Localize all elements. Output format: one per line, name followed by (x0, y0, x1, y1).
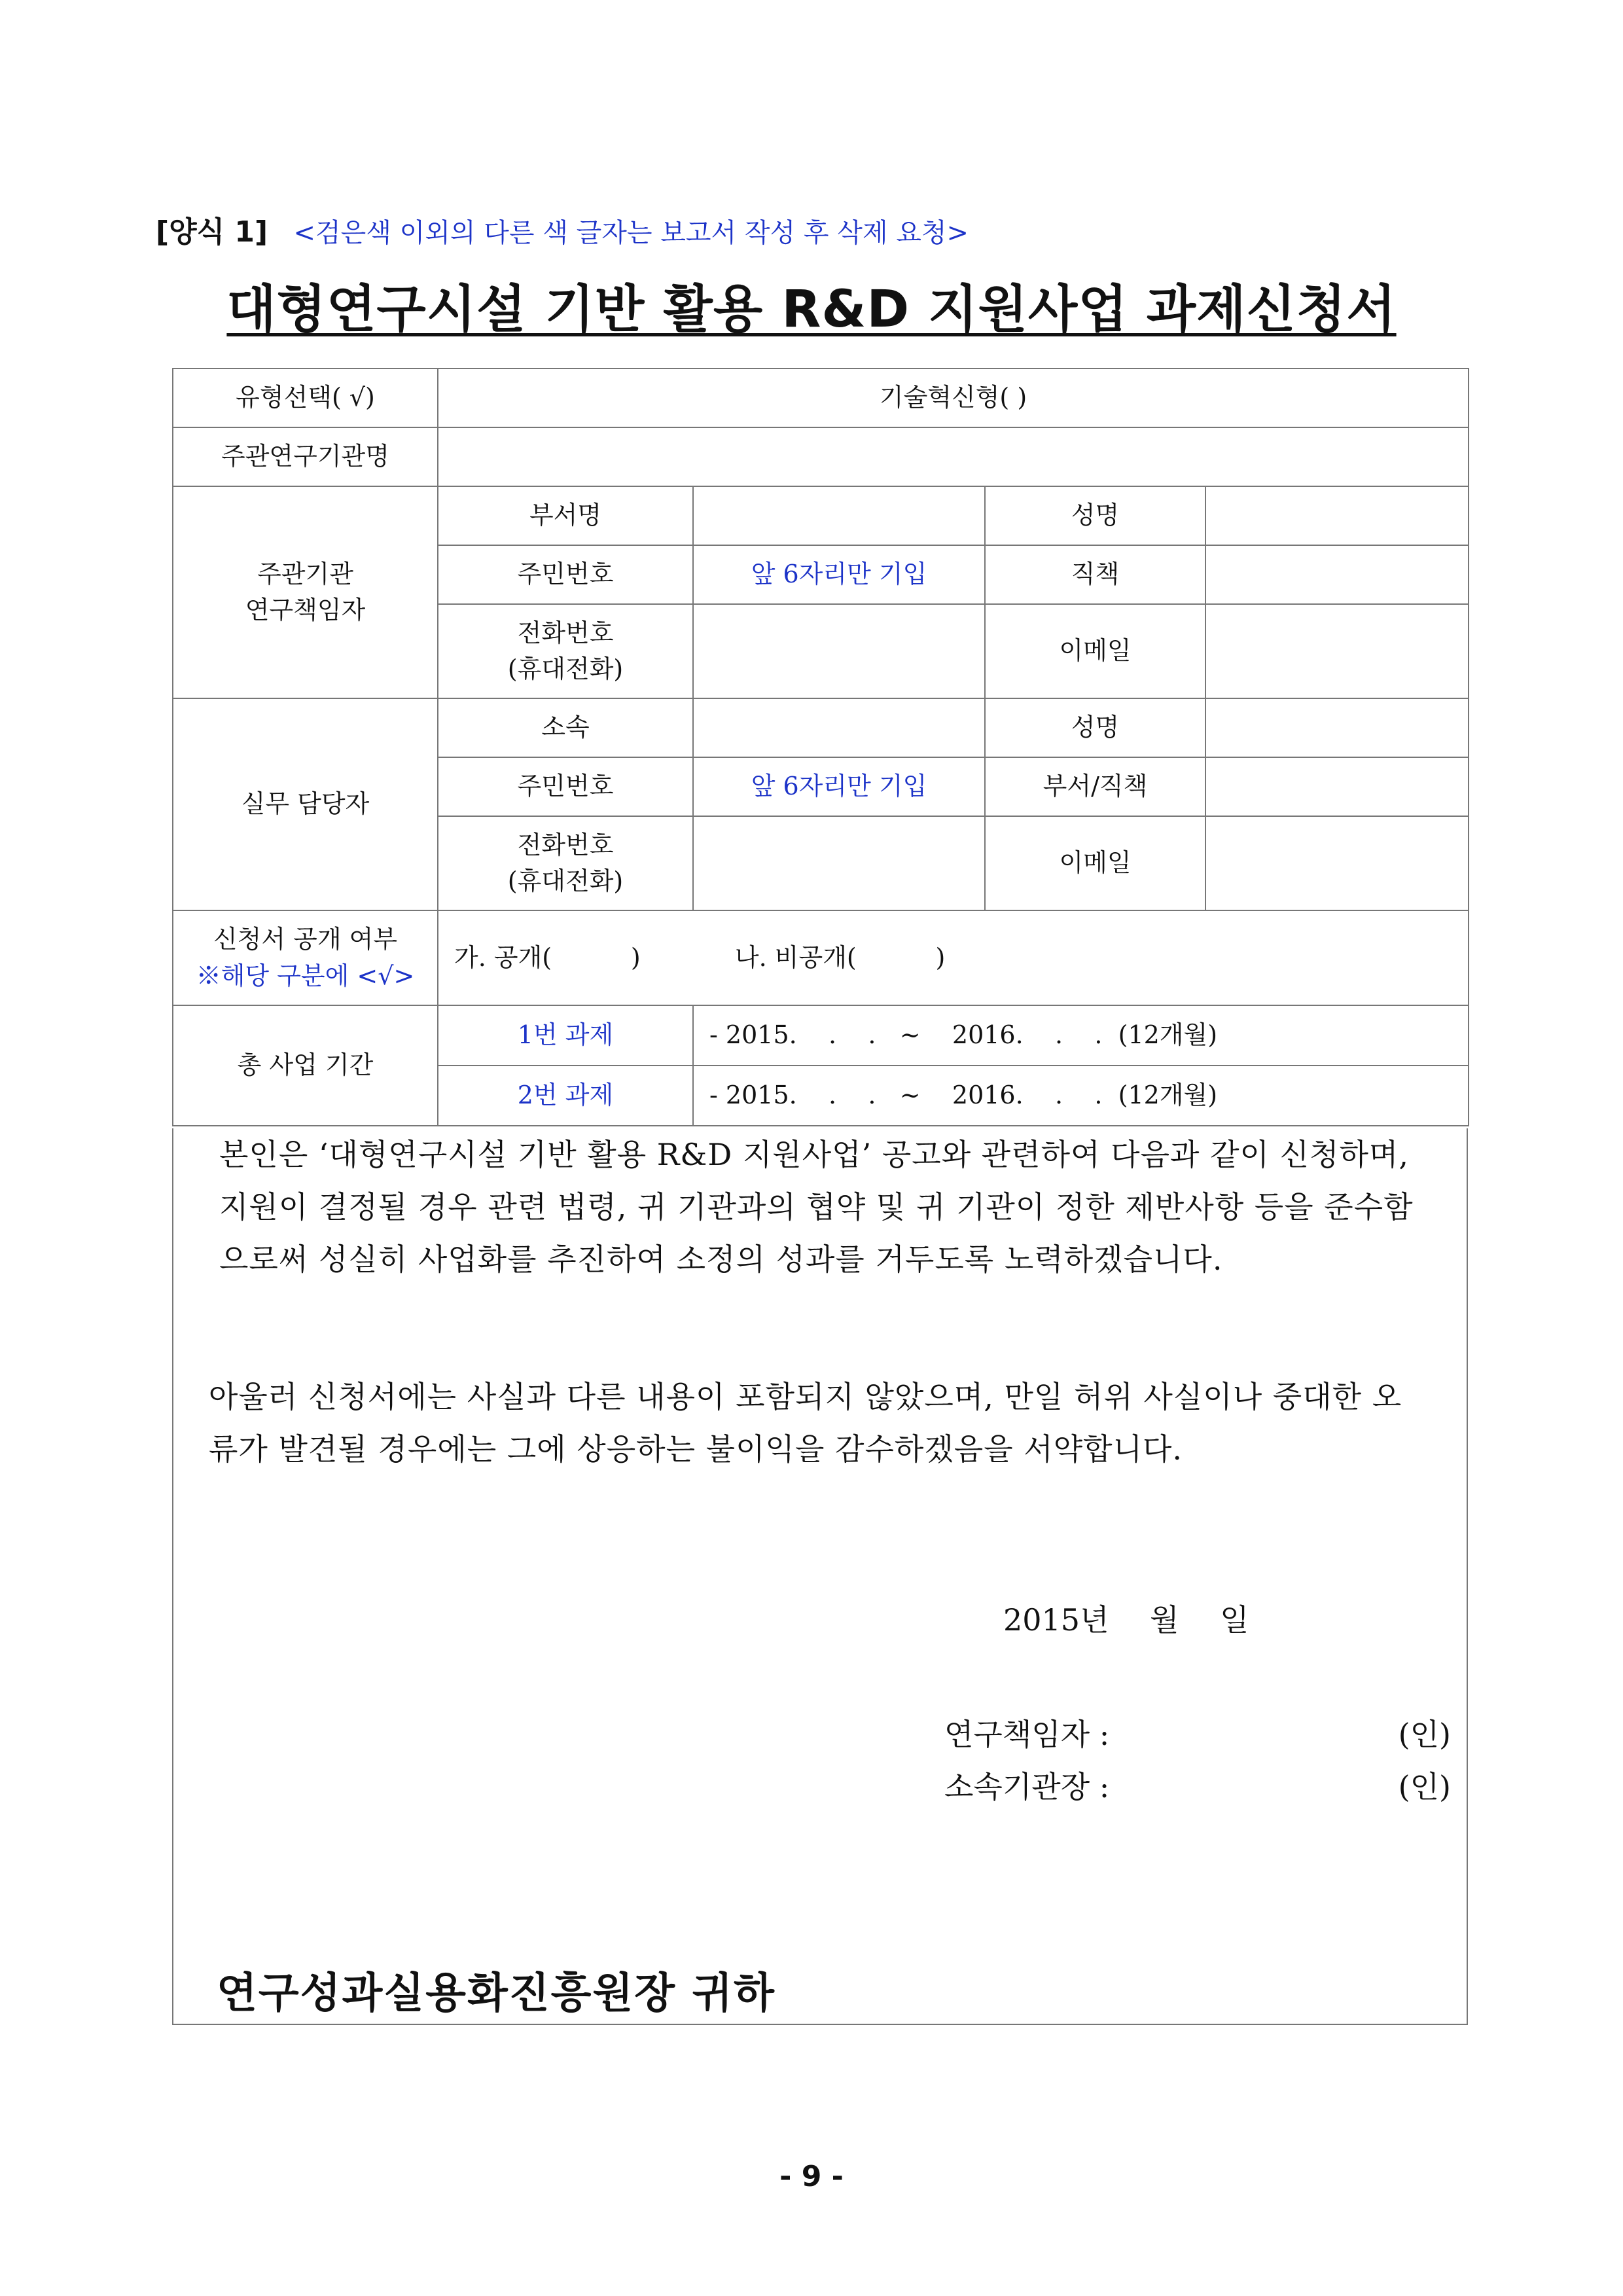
staff-name-label: 성명 (985, 698, 1205, 757)
pledge-paragraph-1: 본인은 ‘대형연구시설 기반 활용 R&D 지원사업’ 공고와 관련하여 다음과 같이 신청하며, 지원이 결정될 경우 관련 법령, 귀 기관과의 협약 및 귀 기관이 정한 제반사항 등을 준수함으로써 성실히 사업화를 추진하여 소정의 성과를 거두도록 노력하겠습니다. (219, 1137, 1414, 1277)
task1-label: 1번 과제 (438, 1005, 693, 1066)
lead-phone-line1: 전화번호 (517, 618, 614, 647)
staff-dept-position-label: 부서/직책 (985, 757, 1205, 816)
staff-id-label: 주민번호 (438, 757, 693, 816)
disclosure-label-line1: 신청서 공개 여부 (213, 925, 398, 954)
type-value-cell[interactable]: 기술혁신형( ) (438, 368, 1469, 427)
staff-affiliation-label: 소속 (438, 698, 693, 757)
lead-email-value[interactable] (1205, 604, 1469, 698)
option-private[interactable]: 나. 비공개( ) (734, 942, 946, 972)
document-title-text: 대형연구시설 기반 활용 R&D 지원사업 과제신청서 (226, 280, 1397, 339)
option-public[interactable]: 가. 공개( ) (454, 942, 641, 972)
page-number: - 9 - (779, 2160, 844, 2193)
staff-phone-line2: (휴대전화) (507, 867, 624, 895)
addressee: 연구성과실용화진흥원장 귀하 (217, 1969, 776, 2018)
staff-label: 실무 담당자 (173, 698, 438, 910)
staff-phone-value[interactable] (693, 816, 985, 910)
lead-id-label: 주민번호 (438, 545, 693, 604)
lead-phone-line2: (휴대전화) (507, 655, 624, 683)
application-table (172, 368, 1469, 1126)
lead-label (173, 486, 438, 698)
lead-phone-value[interactable] (693, 604, 985, 698)
task1-period[interactable]: - 2015. . . ~ 2016. . . (12개월) (693, 1005, 1469, 1066)
staff-phone-label (438, 816, 693, 910)
lead-position-label: 직책 (985, 545, 1205, 604)
form-label: [양식 1] (156, 215, 268, 249)
disclosure-row (173, 910, 1469, 1005)
type-row (173, 368, 1469, 427)
lead-row-1 (173, 486, 1469, 545)
org-row (173, 427, 1469, 486)
pledge-statement (172, 1128, 1468, 2025)
org-label: 주관연구기관명 (173, 427, 438, 486)
lead-label-line1: 주관기관 (257, 559, 353, 588)
staff-phone-line1: 전화번호 (517, 830, 614, 859)
org-value-cell[interactable] (438, 427, 1469, 486)
staff-row-1 (173, 698, 1469, 757)
lead-dept-label: 부서명 (438, 486, 693, 545)
form-header (156, 208, 969, 250)
task2-label: 2번 과제 (438, 1066, 693, 1126)
period-label: 총 사업 기간 (173, 1005, 438, 1126)
disclosure-label-line2: ※해당 구분에 <√> (196, 961, 415, 990)
form-instruction-note: <검은색 이외의 다른 색 글자는 보고서 작성 후 삭제 요청> (293, 218, 969, 248)
lead-phone-label (438, 604, 693, 698)
disclosure-label (173, 910, 438, 1005)
staff-name-value[interactable] (1205, 698, 1469, 757)
signer-researcher: 연구책임자 : (944, 1717, 1110, 1752)
disclosure-options (438, 910, 1469, 1005)
seal-researcher[interactable]: (인) (1398, 1717, 1451, 1752)
staff-affiliation-value[interactable] (693, 698, 985, 757)
seal-head[interactable]: (인) (1398, 1769, 1451, 1804)
lead-label-line2: 연구책임자 (245, 596, 366, 624)
document-title (0, 268, 1623, 342)
lead-email-label: 이메일 (985, 604, 1205, 698)
lead-id-hint[interactable]: 앞 6자리만 기입 (693, 545, 985, 604)
lead-dept-value[interactable] (693, 486, 985, 545)
staff-id-hint[interactable]: 앞 6자리만 기입 (693, 757, 985, 816)
lead-name-label: 성명 (985, 486, 1205, 545)
sign-date[interactable]: 2015년 월 일 (1003, 1602, 1249, 1638)
pledge-paragraph-2: 아울러 신청서에는 사실과 다른 내용이 포함되지 않았으며, 만일 허위 사실이나 중대한 오류가 발견될 경우에는 그에 상응하는 불이익을 감수하겠음을 서약합니다. (209, 1379, 1402, 1467)
type-label: 유형선택( √) (173, 368, 438, 427)
lead-name-value[interactable] (1205, 486, 1469, 545)
staff-email-label: 이메일 (985, 816, 1205, 910)
signer-head: 소속기관장 : (944, 1769, 1110, 1804)
task2-period[interactable]: - 2015. . . ~ 2016. . . (12개월) (693, 1066, 1469, 1126)
staff-dept-position-value[interactable] (1205, 757, 1469, 816)
staff-email-value[interactable] (1205, 816, 1469, 910)
period-row-1 (173, 1005, 1469, 1066)
lead-position-value[interactable] (1205, 545, 1469, 604)
